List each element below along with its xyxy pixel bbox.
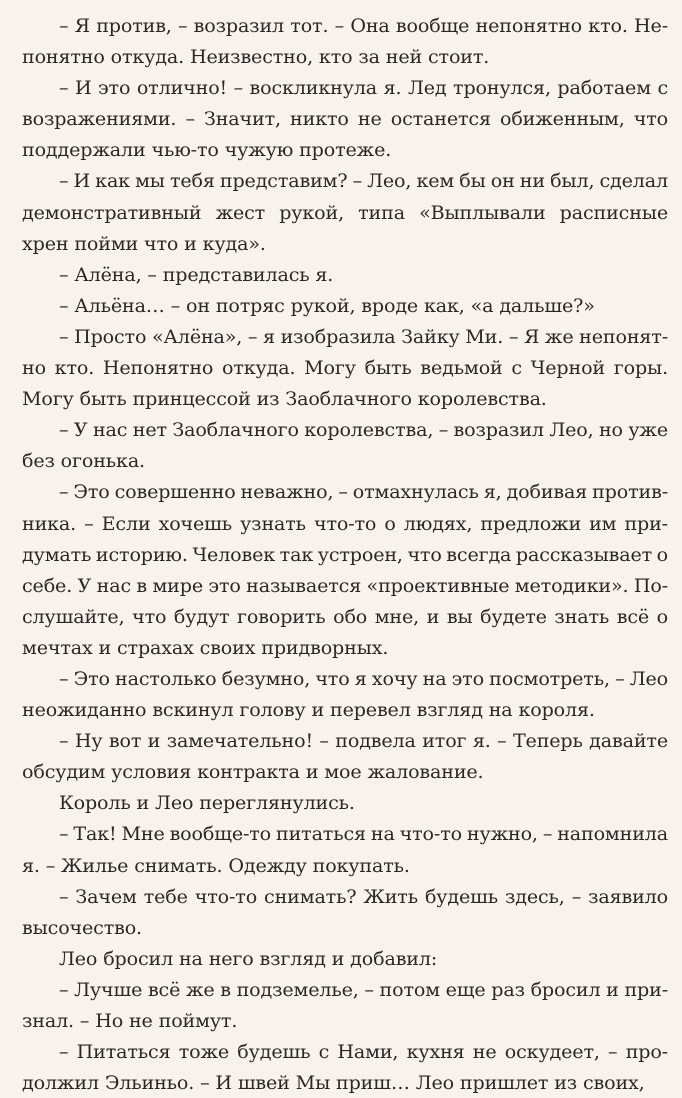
text-line: – Ну вот и замечательно! – подвела итог я. – Теперь давайте — [59, 729, 668, 753]
text-line: ника. – Если хочешь узнать что-то о людях, предложи им при- — [22, 511, 668, 535]
paragraph — [22, 10, 668, 72]
text-line: – У нас нет Заоблачного королевства, – возразил Лео, но уже — [59, 418, 668, 442]
paragraph — [22, 943, 668, 974]
text-line: неожиданно вскинул голову и перевел взгляд на короля. — [22, 698, 595, 722]
text-line: поддержали чью-то чужую протеже. — [22, 138, 392, 162]
text-line: – И как мы тебя представим? – Лео, кем бы он ни был, сделал — [59, 169, 668, 193]
text-line: Король и Лео переглянулись. — [59, 791, 355, 815]
text-line: себе. У нас в мире это называется «проективные методики». По- — [22, 573, 668, 597]
text-line: мечтах и страхах своих придворных. — [22, 635, 389, 659]
text-line: слушайте, что будут говорить обо мне, и вы будете знать всё о — [22, 604, 668, 628]
text-line: – Лучше всё же в подземелье, – потом еще раз бросил и при- — [59, 977, 668, 1001]
paragraph — [22, 818, 668, 880]
text-line: – Просто «Алёна», – я изобразила Зайку Ми. – Я же непонят- — [59, 324, 668, 348]
paragraph — [22, 1036, 668, 1098]
text-line: Могу быть принцессой из Заоблачного королевства. — [22, 387, 547, 411]
paragraph — [22, 414, 668, 476]
paragraph — [22, 290, 668, 321]
text-line: без огонька. — [22, 449, 145, 473]
text-line: обсудим условия контракта и мое жалование. — [22, 760, 484, 784]
paragraph — [22, 881, 668, 943]
paragraph — [22, 974, 668, 1036]
text-line: хрен пойми что и куда». — [22, 231, 266, 255]
text-line: я. – Жилье снимать. Одежду покупать. — [22, 853, 410, 877]
text-line: – Это настолько безумно, что я хочу на это посмотреть, – Лео — [59, 666, 668, 690]
text-line: должил Эльиньо. – И швей Мы приш… Лео пришлет из своих, — [22, 1071, 645, 1095]
paragraph — [22, 663, 668, 725]
text-line: – Я против, – возразил тот. – Она вообще непонятно кто. Не- — [59, 14, 668, 37]
paragraph — [22, 725, 668, 787]
paragraph — [22, 476, 668, 663]
paragraph — [22, 72, 668, 165]
text-line: высочество. — [22, 915, 142, 939]
text-line: возражениями. – Значит, никто не останется обиженным, что — [22, 107, 668, 131]
text-line: демонстративный жест рукой, типа «Выплывали расписные — [22, 200, 668, 224]
text-line: понятно откуда. Неизвестно, кто за ней стоит. — [22, 45, 490, 69]
text-line: – Питаться тоже будешь с Нами, кухня не оскудеет, – про- — [59, 1040, 668, 1064]
text-line: – Это совершенно неважно, – отмахнулась я, добивая против- — [59, 480, 668, 504]
text-line: но кто. Непонятно откуда. Могу быть ведьмой с Черной горы. — [22, 356, 668, 380]
text-line: – Альёна… – он потряс рукой, вроде как, «а дальше?» — [59, 293, 595, 317]
text-line: думать историю. Человек так устроен, что всегда рассказывает о — [22, 542, 668, 566]
text-line: – Зачем тебе что-то снимать? Жить будешь здесь, – заявило — [59, 884, 668, 908]
text-column — [22, 10, 668, 1098]
text-line: – И это отлично! – воскликнула я. Лед тронулся, работаем с — [59, 76, 668, 100]
paragraph — [22, 165, 668, 258]
paragraph — [22, 259, 668, 290]
paragraph — [22, 787, 668, 818]
text-line: Лео бросил на него взгляд и добавил: — [59, 946, 438, 970]
text-line: знал. – Но не поймут. — [22, 1009, 238, 1032]
text-line: – Так! Мне вообще-то питаться на что-то нужно, – напомнила — [59, 822, 668, 846]
text-line: – Алёна, – представилась я. — [59, 262, 334, 286]
paragraph — [22, 321, 668, 414]
